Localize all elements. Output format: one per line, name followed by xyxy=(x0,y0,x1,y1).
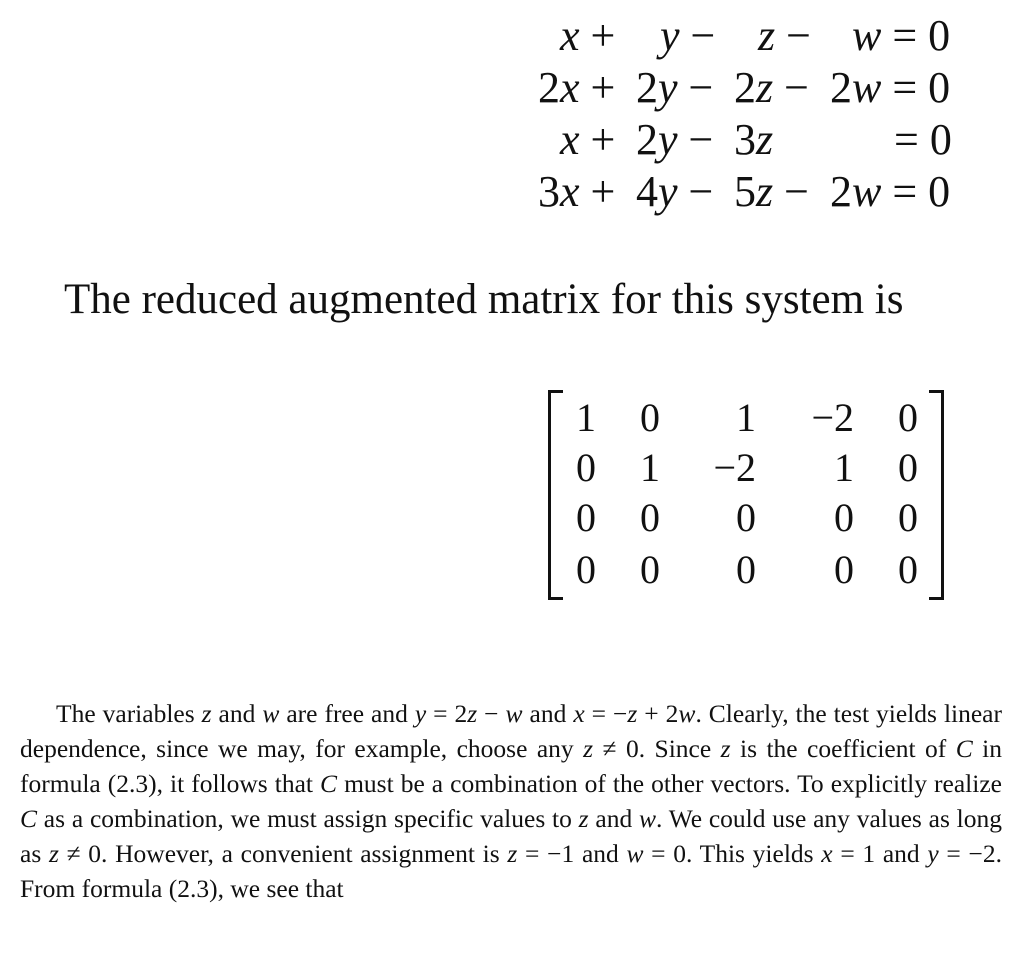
equation-term: w = 0 xyxy=(852,11,951,60)
equation-term: 2x + xyxy=(538,63,616,112)
text-segment: are free and xyxy=(279,699,415,728)
matrix-cell: 1 xyxy=(640,445,660,490)
math-variable: z xyxy=(48,839,59,868)
augmented-matrix xyxy=(548,390,944,600)
math-variable: z xyxy=(720,734,731,763)
text-segment: = −1 and xyxy=(517,839,627,868)
math-variable: x xyxy=(821,839,833,868)
text-segment: is the coefficient of xyxy=(730,734,956,763)
matrix-intro-text: The reduced augmented matrix for this system is xyxy=(64,276,904,323)
text-segment: and xyxy=(588,804,640,833)
text-segment: + 2 xyxy=(637,699,679,728)
math-variable: z xyxy=(201,699,212,728)
equation-term: x + xyxy=(560,115,616,164)
matrix-cell: 0 xyxy=(640,547,660,592)
matrix-cell: 0 xyxy=(576,495,596,540)
matrix-cell: 0 xyxy=(898,395,918,440)
math-variable: C xyxy=(320,769,338,798)
matrix-cell: −2 xyxy=(713,445,756,490)
equation-term: 3z xyxy=(734,115,774,164)
math-variable: w xyxy=(505,699,523,728)
math-variable: z xyxy=(467,699,478,728)
paragraph-text xyxy=(20,696,1002,906)
text-segment: = 0. This yields xyxy=(643,839,822,868)
matrix-cell: −2 xyxy=(811,395,854,440)
matrix-cell: 1 xyxy=(834,445,854,490)
equation-term: 3x + xyxy=(538,167,616,216)
matrix-cell: 0 xyxy=(834,547,854,592)
equation-term: x + xyxy=(560,11,616,60)
math-variable: w xyxy=(678,699,696,728)
math-variable: y xyxy=(927,839,939,868)
math-variable: y xyxy=(414,699,427,728)
math-variable: z xyxy=(627,699,638,728)
equation-term: 2y − xyxy=(636,115,714,164)
math-variable: C xyxy=(20,804,38,833)
math-variable: z xyxy=(507,839,518,868)
matrix-cell: 1 xyxy=(576,395,596,440)
text-segment: ≠ 0. However, a convenient assignment is xyxy=(58,839,508,868)
matrix-cell: 0 xyxy=(898,495,918,540)
matrix-cell: 0 xyxy=(834,495,854,540)
equation-term: 4y − xyxy=(636,167,714,216)
equation-term: z − xyxy=(758,11,811,60)
text-segment: and xyxy=(522,699,574,728)
text-segment: . We could use any values as long as xyxy=(20,804,1002,868)
right-bracket xyxy=(929,390,944,600)
equation-term: 2z − xyxy=(734,63,809,112)
math-variable: z xyxy=(583,734,594,763)
matrix-cell: 0 xyxy=(898,445,918,490)
math-variable: z xyxy=(578,804,589,833)
math-variable: w xyxy=(626,839,644,868)
text-segment: = −2. From formula (2.3), we see that xyxy=(20,839,1003,903)
text-segment: = 2 xyxy=(426,699,468,728)
math-variable: w xyxy=(262,699,280,728)
matrix-cell: 1 xyxy=(736,395,756,440)
matrix-cell: 0 xyxy=(736,495,756,540)
matrix-cell: 0 xyxy=(736,547,756,592)
text-segment: = 1 and xyxy=(832,839,928,868)
text-segment: ≠ 0. Since xyxy=(593,734,721,763)
text-segment: in formula (2.3), it follows that xyxy=(20,734,1003,798)
equation-term: 2w = 0 xyxy=(830,63,951,112)
text-segment: = − xyxy=(584,699,628,728)
matrix-cell: 0 xyxy=(640,395,660,440)
text-segment: as a combination, we must assign specific values to xyxy=(37,804,579,833)
math-variable: x xyxy=(573,699,585,728)
equation-term: 5z − xyxy=(734,167,809,216)
matrix-cell: 0 xyxy=(576,445,596,490)
math-variable: C xyxy=(955,734,973,763)
text-segment: and xyxy=(211,699,263,728)
equation-term: 2w = 0 xyxy=(830,167,951,216)
equation-term: 2y − xyxy=(636,63,714,112)
matrix-cell: 0 xyxy=(576,547,596,592)
text-segment: − xyxy=(477,699,506,728)
text-segment: . Clearly, the test yields linear dependence, since we may, for example, choose any xyxy=(20,699,1002,763)
text-segment: must be a combination of the other vectors. To explicitly realize xyxy=(337,769,1002,798)
equation-term: = 0 xyxy=(894,115,952,164)
equation-term: y − xyxy=(660,11,716,60)
text-segment: The variables xyxy=(56,699,202,728)
explanation-paragraph xyxy=(20,696,1002,906)
matrix-cell: 0 xyxy=(640,495,660,540)
matrix-cell: 0 xyxy=(898,547,918,592)
math-variable: w xyxy=(639,804,657,833)
